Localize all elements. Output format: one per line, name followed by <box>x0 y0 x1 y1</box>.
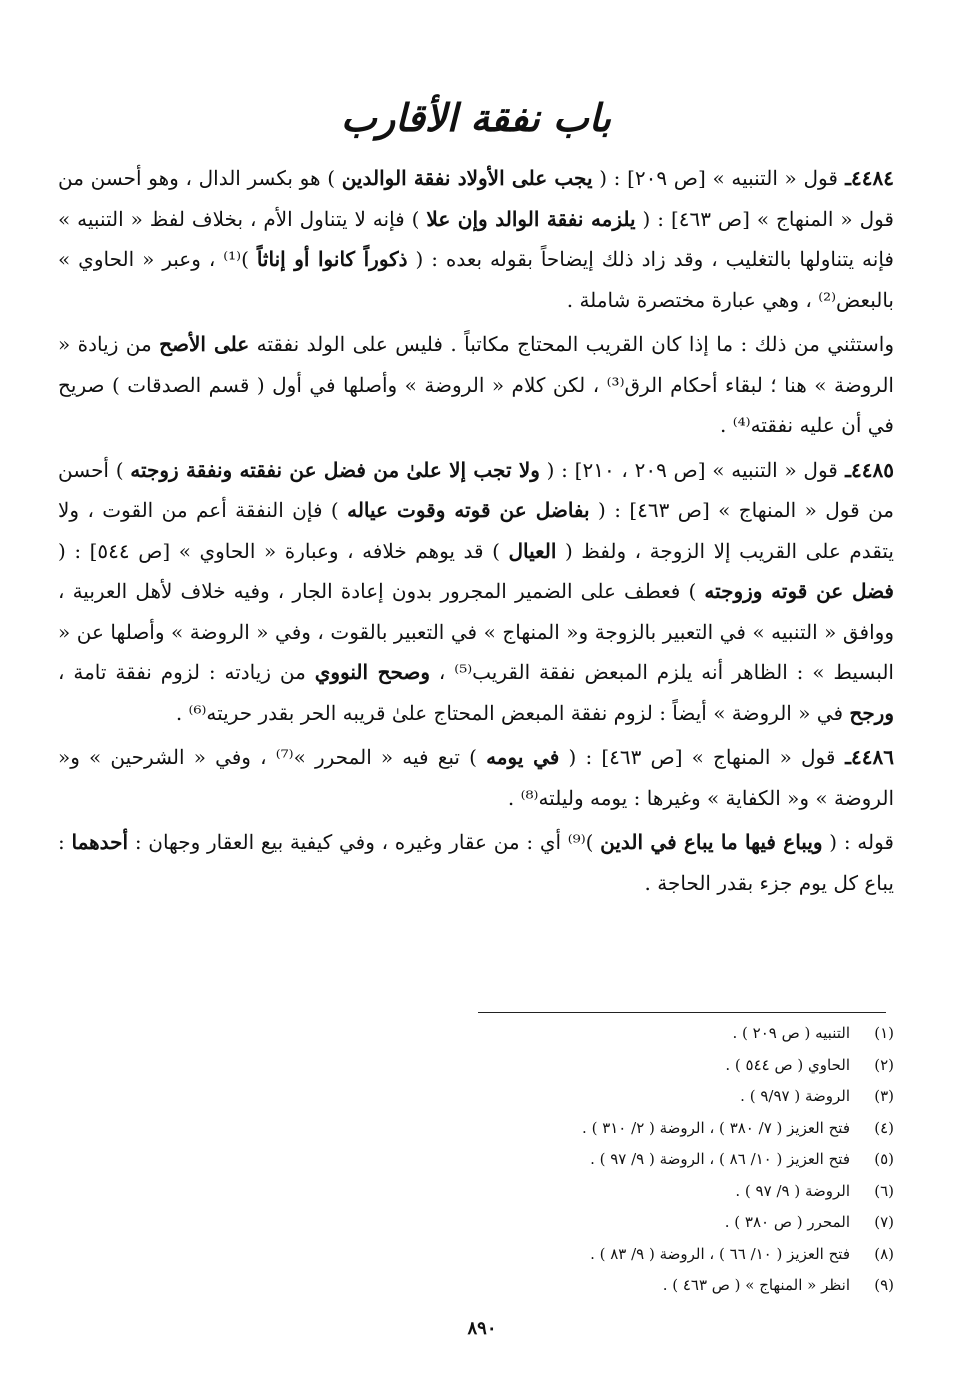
chapter-title: باب نفقة الأقارب <box>341 95 611 140</box>
footnote <box>474 1144 894 1176</box>
footnote-separator <box>478 1012 886 1013</box>
footnote-number: (٥) <box>874 1150 894 1168</box>
footnote <box>474 1081 894 1113</box>
quoted-text: ورجح <box>849 700 894 725</box>
footnote-text: المحرر ( ص ٣٨٠ ) . <box>724 1213 850 1231</box>
text-segment: )⁽⁹⁾ أي : من عقار وغيره ، وفي كيفية بيع العقار وجهان : <box>128 830 601 854</box>
text-segment: ) فإن النفقة أعم من القوت ، ولا يتقدم على القريب إلا الزوجة ، ولفظ ( <box>58 498 894 563</box>
quoted-text: وصحح النووي <box>314 660 431 684</box>
text-segment: ) فعطف على الضمير المجرور بدون إعادة الجار ، وفيه خلاف لأهل العربية ، ووافق « التنبيه » في التعبير بالزوجة و« المنهاج » في التعبير بالقوت ، وفي « الروضة » وأصلها عن « البسيط » : الظاهر أنه يلزم المبعض نفقة القريب⁽⁵⁾ ، <box>58 579 894 684</box>
quoted-text: في يومه <box>486 745 560 769</box>
footnote <box>474 1207 894 1239</box>
issue-number: ٤٤٨٦ـ <box>835 745 894 769</box>
issue-number: ٤٤٨٤ـ <box>837 166 894 190</box>
footnote-number: (٤) <box>874 1118 894 1137</box>
text-segment: ) تبع فيه « المحرر »⁽⁷⁾ ، وفي « الشرحين » و« الروضة » و« الكفاية » وغيرها : يومه وليلته⁽⁸⁾ . <box>58 745 894 810</box>
text-segment: واستثني من ذلك : ما إذا كان القريب المحتاج مكاتباً . فليس على الولد نفقته <box>249 332 895 356</box>
text-segment: ) قد يوهم خلافه ، وعبارة « الحاوي » [ص ٥٤٤] : ( <box>58 538 509 563</box>
footnote-number: (١) <box>874 1024 894 1042</box>
text-segment: ) أحسن من قول « المنهاج » [ص ٤٦٣] : ( <box>58 457 895 522</box>
footnote-number: (٨) <box>874 1244 894 1263</box>
footnotes <box>474 1018 894 1302</box>
text-segment: من زيادته : لزوم نفقة تامة ، <box>58 660 315 684</box>
page-number: ٨٩٠ <box>467 1318 497 1339</box>
quoted-text: على الأصح <box>159 332 250 356</box>
text-segment: قول « المنهاج » [ص ٤٦٣] : ( <box>559 745 836 769</box>
quoted-text: فضل عن قوته وزوجته <box>704 579 894 603</box>
paragraph <box>58 450 894 734</box>
text-segment: )⁽¹⁾ ، وعبر « الحاوي » بالبعض⁽²⁾ ، وهي عبارة مختصرة شاملة . <box>58 247 894 312</box>
footnote <box>474 1113 894 1145</box>
footnote-number: (٩) <box>874 1276 894 1294</box>
quoted-text: أحدهما <box>71 830 129 854</box>
footnote <box>474 1239 894 1271</box>
text-segment: قول « التنبيه » [ص ٢٠٩ ، ٢١٠] : ( <box>539 457 838 482</box>
footnote-text: فتح العزيز ( ١٠/ ٨٦ ) ، الروضة ( ٩/ ٩٧ ) . <box>590 1150 850 1168</box>
quoted-text: ويباع فيها ما يباع في الدين <box>600 830 823 854</box>
footnote <box>474 1050 894 1082</box>
page-body <box>58 88 894 907</box>
footnote <box>474 1018 894 1050</box>
quoted-text: بفاضل عن قوته وقوت عياله <box>347 498 590 522</box>
footnote-number: (٧) <box>874 1213 894 1231</box>
footnote <box>474 1270 894 1302</box>
quoted-text: ذكوراً كانوا أو إناثاً <box>256 247 408 271</box>
paragraph <box>58 324 894 446</box>
text-segment: ) هو بكسر الدال ، وهو أحسن من قول « المنهاج » [ص ٤٦٣] : ( <box>58 166 894 231</box>
footnote-text: فتح العزيز ( ٧/ ٣٨٠ ) ، الروضة ( ٢/ ٣١٠ ) . <box>582 1118 850 1137</box>
footnote <box>474 1176 894 1208</box>
text-segment: : يباع كل يوم جزء بقدر الحاجة . <box>58 830 894 895</box>
footnote-number: (٢) <box>874 1055 894 1074</box>
quoted-text: العيال <box>508 538 557 563</box>
main-text <box>58 158 894 903</box>
paragraph <box>58 737 894 818</box>
quoted-text: ولا تجب إلا علىٰ من فضل عن نفقته ونفقة زوجته <box>130 457 540 482</box>
paragraph <box>58 822 894 903</box>
quoted-text: يلزمه نفقة الوالد وإن علا <box>426 206 636 231</box>
footnote-text: فتح العزيز ( ١٠/ ٦٦ ) ، الروضة ( ٩/ ٨٣ ) . <box>590 1244 850 1263</box>
issue-number: ٤٤٨٥ـ <box>837 457 895 482</box>
quoted-text: يجب على الأولاد نفقة الوالدين <box>341 166 593 190</box>
footnote-text: التنبيه ( ص ٢٠٩ ) . <box>732 1024 850 1042</box>
footnote-number: (٣) <box>874 1087 894 1105</box>
text-segment: قوله : ( <box>822 830 894 854</box>
footnote-text: انظر « المنهاج » ( ص ٤٦٣ ) . <box>662 1276 850 1294</box>
paragraph <box>58 158 894 320</box>
footnote-text: الروضة ( ٩/ ٩٧ ) . <box>735 1181 850 1200</box>
footnote-number: (٦) <box>874 1181 894 1200</box>
footnote-text: الحاوي ( ص ٥٤٤ ) . <box>725 1055 850 1074</box>
text-segment: في « الروضة » أيضاً : لزوم نفقة المبعض المحتاج علىٰ قريبه الحر بقدر حريته⁽⁶⁾ . <box>175 700 850 725</box>
footnote-text: الروضة ( ٩/٩٧ ) . <box>740 1087 850 1105</box>
text-segment: ) فإنه لا يتناول الأم ، بخلاف لفظ « التنبيه » فإنه يتناولها بالتغليب ، وقد زاد ذلك إيضاحاً بقوله بعده : ( <box>58 206 894 271</box>
text-segment: قول « التنبيه » [ص ٢٠٩] : ( <box>592 166 838 190</box>
text-segment: من زيادة « الروضة » هنا ؛ لبقاء أحكام الرق⁽³⁾ ، لكن كلام « الروضة » وأصلها في أول ( قسم الصدقات ) صريح في أن عليه نفقته⁽⁴⁾ . <box>58 332 894 437</box>
